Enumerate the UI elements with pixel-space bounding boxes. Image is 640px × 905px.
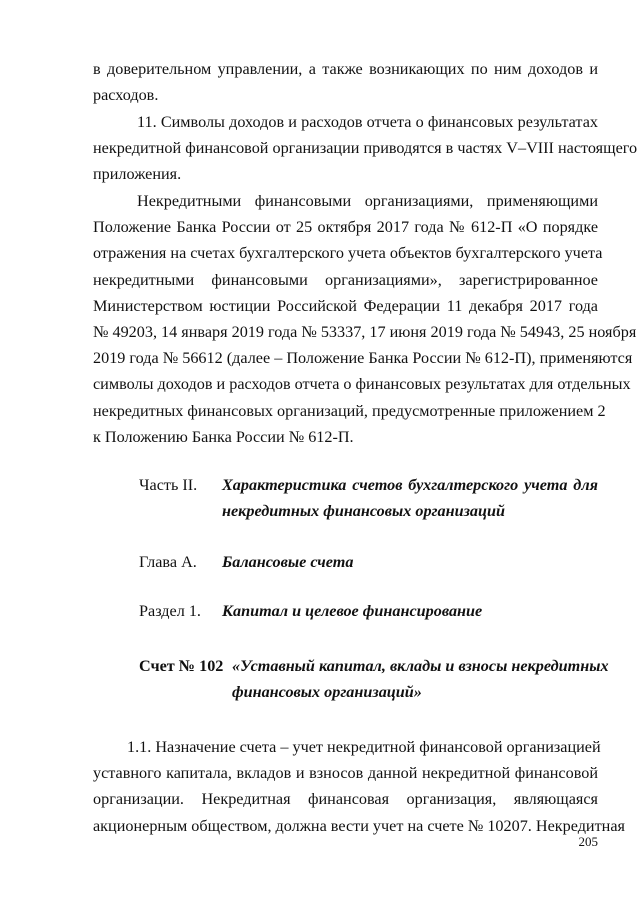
text-line: Положение Банка России от 25 октября 2017 года № 612-П «О порядке [93,218,598,237]
text-line: организации. Некредитная финансовая организация, являющаяся [93,790,598,809]
page-number: 205 [578,834,598,849]
text-line: расходов. [93,86,159,105]
part-title-line: некредитных финансовых организаций [222,502,506,520]
text-line: № 49203, 14 января 2019 года № 53337, 17 июня 2019 года № 54943, 25 ноября [93,323,637,342]
part-title [222,472,598,524]
part-title-line: Характеристика счетов бухгалтерского учета для [222,476,598,494]
chapter-title: Балансовые счета [222,553,354,571]
paragraph-trust-management [93,56,598,108]
account-label: Счет № 102 [139,657,224,675]
account-title-line: «Уставный капитал, вклады и взносы некредитных [232,657,609,675]
text-line: Некредитными финансовыми организациями, применяющими [137,192,598,210]
text-line: уставного капитала, вкладов и взносов данной некредитной финансовой [93,764,598,783]
text-line: в доверительном управлении, а также возникающих по ним доходов и [93,60,598,78]
text-line: некредитных финансовых организаций, предусмотренные приложением 2 [93,401,606,420]
text-line: символы доходов и расходов отчета о финансовых результатах для отдельных [93,375,631,394]
paragraph-income-symbols [93,109,638,188]
account-title-line: финансовых организаций» [232,683,422,701]
text-line: 2019 года № 56612 (далее – Положение Банка России № 612-П), применяются [93,349,633,368]
paragraph-bank-regulation [93,188,637,450]
text-line: некредитными финансовыми организациями», зарегистрированное [93,270,598,289]
text-line: акционерным обществом, должна вести учет на счете № 10207. Некредитная [93,816,625,835]
text-line: к Положению Банка России № 612-П. [93,427,354,446]
text-line: Министерством юстиции Российской Федерации 11 декабря 2017 года [93,296,598,315]
section-label: Раздел 1. [139,602,201,620]
chapter-label: Глава А. [139,553,197,571]
part-label: Часть II. [139,476,198,494]
account-title [232,653,609,705]
paragraph-account-purpose [93,734,625,839]
text-line: отражения на счетах бухгалтерского учета объектов бухгалтерского учета [93,244,603,263]
text-line: 1.1. Назначение счета – учет некредитной финансовой организацией [127,738,601,756]
text-line: 11. Символы доходов и расходов отчета о финансовых результатах [137,113,598,131]
text-line: некредитной финансовой организации приводятся в частях V–VIII настоящего [93,139,638,158]
text-line: приложения. [93,165,182,184]
section-title: Капитал и целевое финансирование [222,602,483,620]
